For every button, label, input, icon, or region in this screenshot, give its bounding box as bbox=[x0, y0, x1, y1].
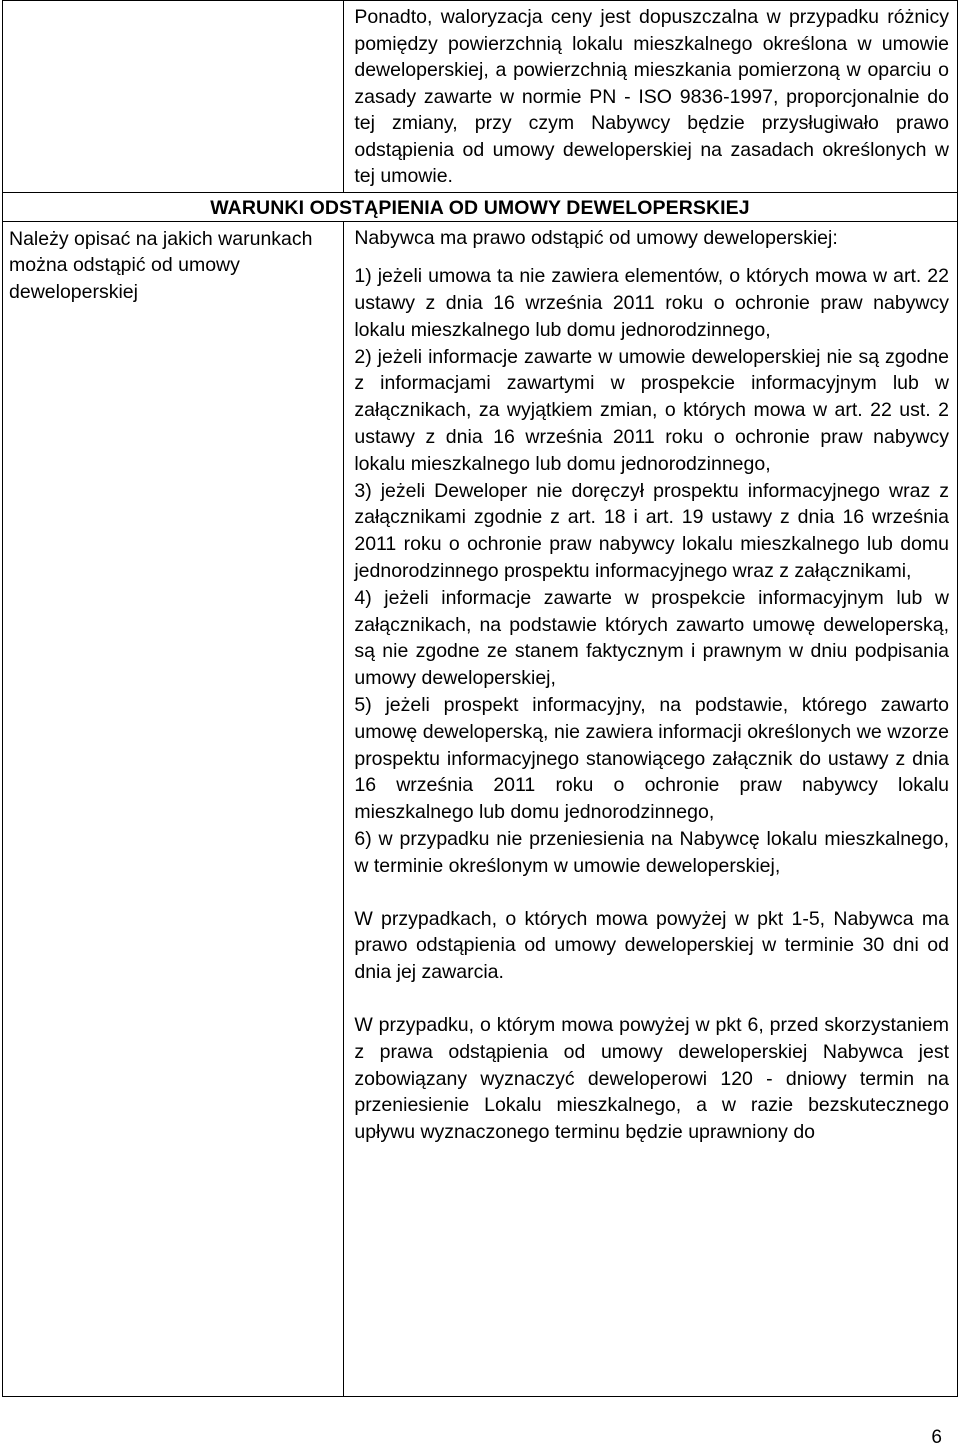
condition-4: 4) jeżeli informacje zawarte w prospekcie informacyjnym lub w załącznikach, na podstawie których zawarto umowę deweloperską, są nie zgodne ze stanem faktycznym i prawnym w dniu podpisania umowy deweloperskiej, bbox=[354, 586, 949, 690]
top-right-cell bbox=[344, 1, 958, 193]
paragraph-pkt-6: W przypadku, o którym mowa powyżej w pkt 6, przed skorzystaniem z prawa odstąpienia od umowy deweloperskiej Nabywca jest zobowiązany wyznaczyć deweloperowi 120 - dniowy termin na przeniesienie Lokalu mieszkalnego, a w razie bezskutecznego upływu wyznaczonego terminu będzie uprawniony do bbox=[354, 1014, 949, 1144]
left-label-cell bbox=[3, 221, 344, 1397]
condition-3: 3) jeżeli Deweloper nie doręczył prospektu informacyjnego wraz z załącznikami zgodnie z art. 18 i art. 19 ustawy z dnia 16 września 2011 roku o ochronie praw nabywcy lokalu mieszkalnego lub domu jednorodzinnego prospektu informacyjnego wraz z załącznikami, bbox=[354, 479, 949, 583]
section-heading-cell bbox=[3, 192, 958, 221]
condition-6: 6) w przypadku nie przeniesienia na Nabywcę lokalu mieszkalnego, w terminie określonym w umowie deweloperskiej, bbox=[354, 828, 949, 877]
condition-2: 2) jeżeli informacje zawarte w umowie deweloperskiej nie są zgodne z informacjami zawartymi w prospekcie informacyjnym lub w załącznikach, za wyjątkiem zmian, o których mowa w art. 22 ust. 2 ustawy z dnia 16 września 2011 roku o ochronie praw nabywcy lokalu mieszkalnego lub domu jednorodzinnego, bbox=[354, 345, 949, 475]
document-table bbox=[2, 0, 958, 1397]
intro-text: Nabywca ma prawo odstąpić od umowy deweloperskiej: bbox=[354, 226, 838, 249]
paragraph-pkt-1-5: W przypadkach, o których mowa powyżej w pkt 1-5, Nabywca ma prawo odstąpienia od umowy deweloperskiej w terminie 30 dni od dnia jej zawarcia. bbox=[354, 907, 949, 984]
condition-1: 1) jeżeli umowa ta nie zawiera elementów, o których mowa w art. 22 ustawy z dnia 16 września 2011 roku o ochronie praw nabywcy lokalu mieszkalnego lub domu jednorodzinnego, bbox=[354, 265, 949, 341]
top-paragraph: Ponadto, waloryzacja ceny jest dopuszczalna w przypadku różnicy pomiędzy powierzchnią lokalu mieszkalnego określona w umowie deweloperskiej, a powierzchnią mieszkania pomierzoną w oparciu o zasady zawarte w normie PN - ISO 9836-1997, proporcjonalnie do tej zmiany, przy czym Nabywcy będzie przysługiwało prawo odstąpienia od umowy deweloperskiej na zasadach określonych w tej umowie. bbox=[354, 6, 949, 187]
page-number: 6 bbox=[931, 1427, 942, 1448]
conditions-cell bbox=[344, 221, 958, 1397]
table-row bbox=[3, 192, 958, 221]
section-heading: WARUNKI ODSTĄPIENIA OD UMOWY DEWELOPERSKIEJ bbox=[210, 196, 750, 219]
top-left-empty-cell bbox=[3, 1, 344, 193]
table-row bbox=[3, 221, 958, 1397]
conditions-content bbox=[344, 222, 957, 1147]
condition-5: 5) jeżeli prospekt informacyjny, na podstawie, którego zawarto umowę deweloperską, nie zawiera informacji określonych we wzorze prospektu informacyjnego stanowiącego załącznik do ustawy z dnia 16 września 2011 roku o ochronie praw nabywcy lokalu mieszkalnego lub domu jednorodzinnego, bbox=[354, 694, 949, 824]
left-label: Należy opisać na jakich warunkach można odstąpić od umowy deweloperskiej bbox=[9, 227, 313, 303]
table-row bbox=[3, 1, 958, 193]
